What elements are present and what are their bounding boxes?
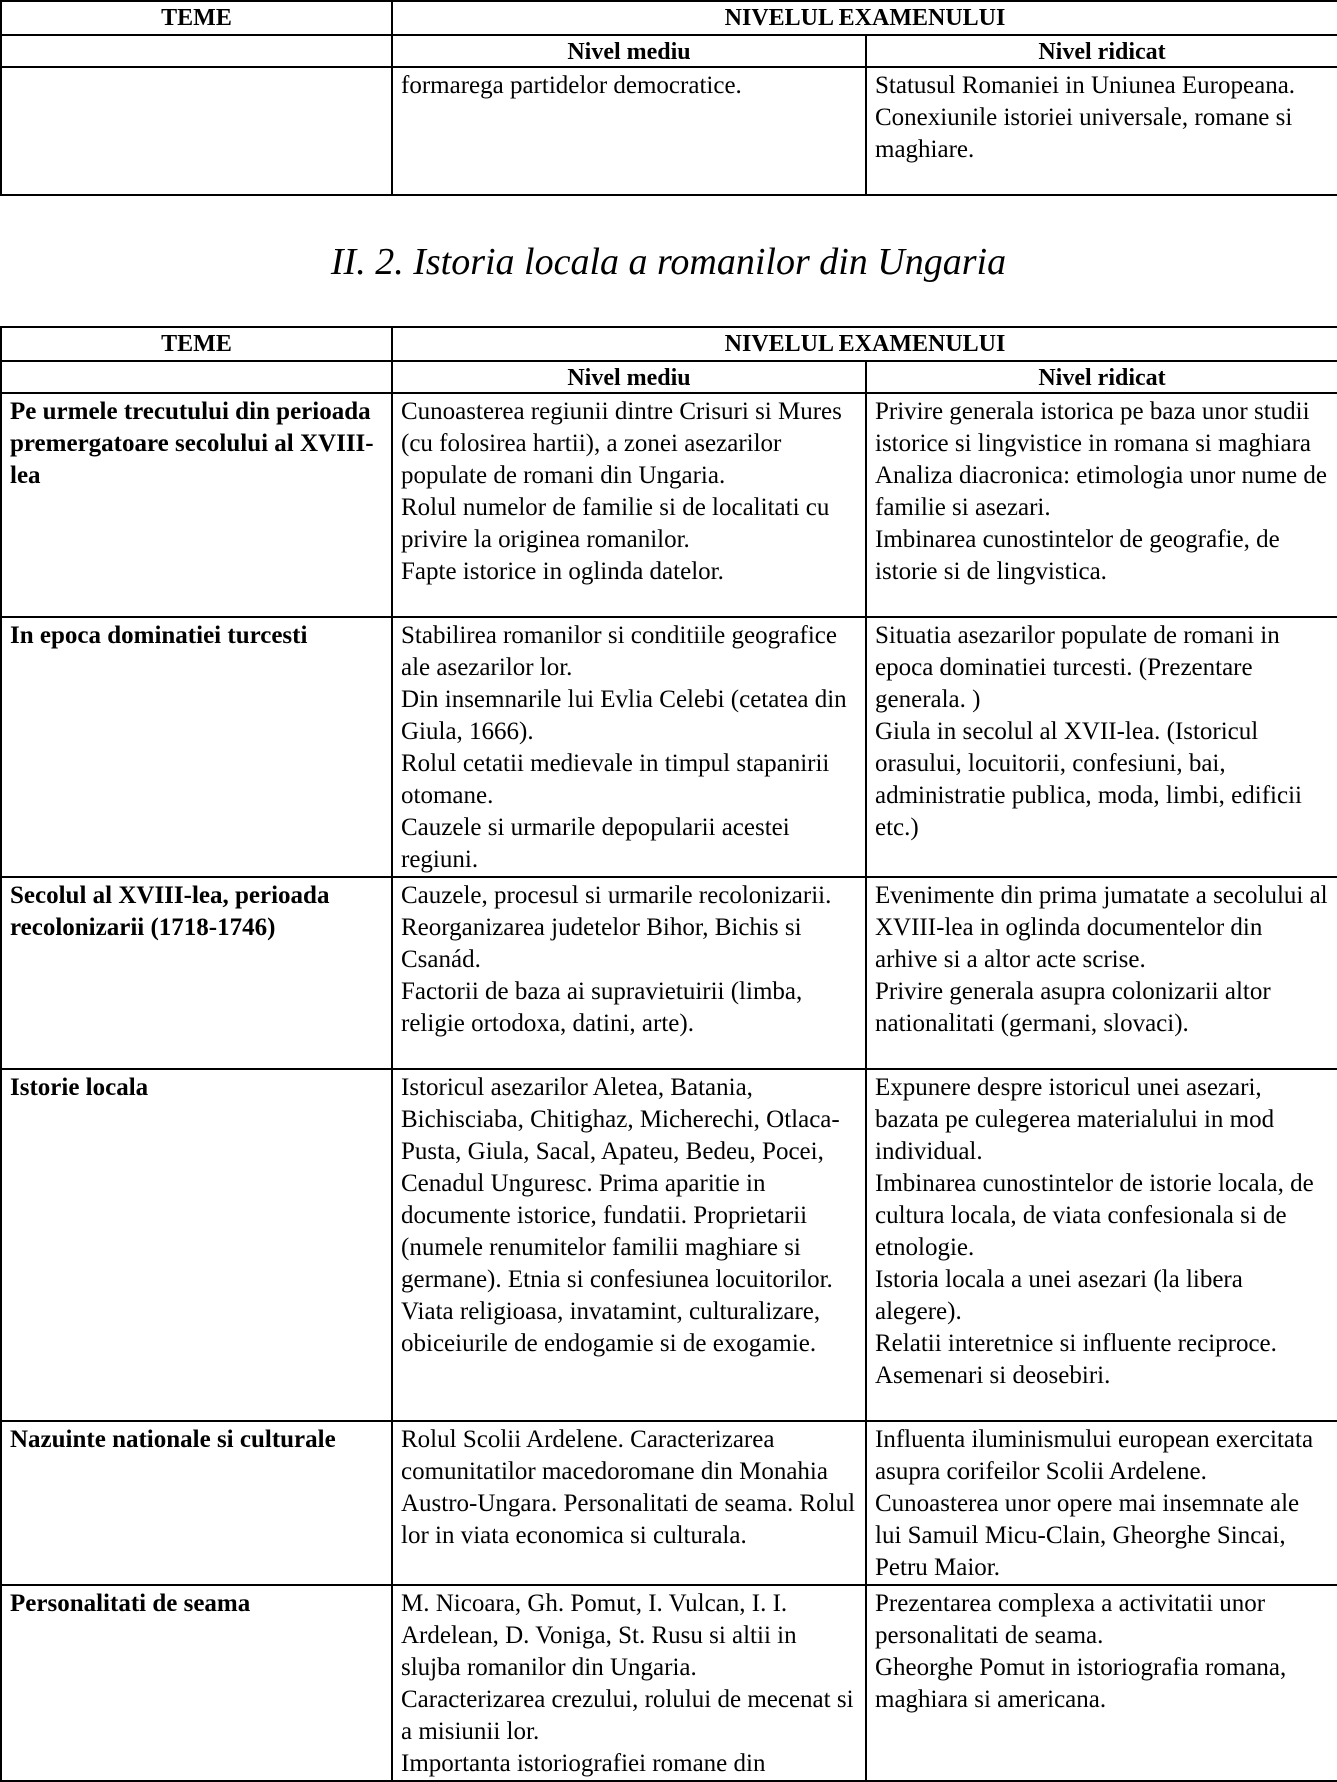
header-nivel-ridicat: Nivel ridicat bbox=[866, 361, 1337, 393]
cell-line: Giula in secolul al XVII-lea. (Istoricul orasului, locuitorii, confesiuni, bai, administratie publica, moda, limbi, edificii etc.) bbox=[875, 718, 1302, 841]
cell-line: formarega partidelor democratice. bbox=[401, 72, 742, 99]
cell-line: Influenta iluminismului european exercitata asupra corifeilor Scolii Ardelene. Cunoasterea unor opere mai insemnate ale lui Samuil Micu-Clain, Gheorghe Sincai, Petru Maior. bbox=[875, 1426, 1314, 1581]
header-teme: TEME bbox=[1, 1, 392, 35]
header-nivel-mediu: Nivel mediu bbox=[392, 361, 866, 393]
table-row-ridicat bbox=[866, 1585, 1337, 1781]
table-row-mediu bbox=[392, 1585, 866, 1781]
cell-line: Conexiunile istoriei universale, romane si maghiare. bbox=[875, 104, 1293, 163]
cell-line: Istoricul asezarilor Aletea, Batania, Bichisciaba, Chitighaz, Micherechi, Otlaca-Pusta, Giula, Sacal, Apateu, Bedeu, Pocei, Cenadul Unguresc. Prima aparitie in documente istorice, fundatii. Proprietarii (numele renumitelor familii maghiare si germane). Etnia si confesiunea locuitorilor. Viata religioasa, invatamint, culturalizare, obiceiurile de endogamie si de exogamie. bbox=[401, 1074, 840, 1357]
table-row-ridicat bbox=[866, 1069, 1337, 1421]
table-row-theme: Secolul al XVIII-lea, perioada recolonizarii (1718-1746) bbox=[1, 877, 392, 1069]
header-nivel-ridicat: Nivel ridicat bbox=[866, 35, 1337, 67]
header-nivel-examenului: NIVELUL EXAMENULUI bbox=[392, 327, 1337, 361]
table-row-ridicat bbox=[866, 1421, 1337, 1585]
cell-line: Privire generala asupra colonizarii altor nationalitati (germani, slovaci). bbox=[875, 978, 1271, 1037]
cell-line: Gheorghe Pomut in istoriografia romana, maghiara si americana. bbox=[875, 1654, 1287, 1713]
table-row-theme: Istorie locala bbox=[1, 1069, 392, 1421]
cell-line: Prezentarea complexa a activitatii unor personalitati de seama. bbox=[875, 1590, 1266, 1649]
cell-line: Privire generala istorica pe baza unor studii istorice si lingvistice in romana si maghiara bbox=[875, 398, 1311, 457]
cell-line: Situatia asezarilor populate de romani in epoca dominatiei turcesti. (Prezentare generala. ) bbox=[875, 622, 1280, 713]
cell-line: Istoria locala a unei asezari (la libera alegere). bbox=[875, 1266, 1243, 1325]
cell-line: Din insemnarile lui Evlia Celebi (cetatea din Giula, 1666). bbox=[401, 686, 847, 745]
table-row-theme: Nazuinte nationale si culturale bbox=[1, 1421, 392, 1585]
table-row bbox=[1, 1585, 1337, 1781]
cell-line: Statusul Romaniei in Uniunea Europeana. bbox=[875, 72, 1296, 99]
cell-line: Imbinarea cunostintelor de istorie locala, de cultura locala, de viata confesionala si de etnologie. bbox=[875, 1170, 1314, 1261]
table-row-theme: In epoca dominatiei turcesti bbox=[1, 617, 392, 877]
cell-line: M. Nicoara, Gh. Pomut, I. Vulcan, I. I. Ardelean, D. Voniga, St. Rusu si altii in slujba romanilor din Ungaria. bbox=[401, 1590, 797, 1681]
cell-line: Relatii interetnice si influente reciproce. Asemenari si deosebiri. bbox=[875, 1330, 1277, 1389]
table-row-mediu bbox=[392, 617, 866, 877]
table-row bbox=[1, 1069, 1337, 1421]
section-title: II. 2. Istoria locala a romanilor din Ungaria bbox=[330, 241, 1007, 283]
header-empty bbox=[1, 35, 392, 67]
cell-line: Caracterizarea crezului, rolului de mecenat si a misiunii lor. bbox=[401, 1686, 854, 1745]
table-row-ridicat bbox=[866, 393, 1337, 617]
curriculum-table-continued bbox=[0, 0, 1337, 196]
table-row-mediu bbox=[392, 877, 866, 1069]
table-row bbox=[1, 1421, 1337, 1585]
cell-line: Rolul Scolii Ardelene. Caracterizarea comunitatilor macedoromane din Monahia Austro-Ungara. Personalitati de seama. Rolul lor in viata economica si culturala. bbox=[401, 1426, 856, 1549]
cell-line: Rolul cetatii medievale in timpul stapanirii otomane. bbox=[401, 750, 830, 809]
cell-line: Stabilirea romanilor si conditiile geografice ale asezarilor lor. bbox=[401, 622, 837, 681]
table-row-mediu bbox=[392, 393, 866, 617]
table-row-theme: Pe urmele trecutului din perioada premergatoare secolului al XVIII-lea bbox=[1, 393, 392, 617]
curriculum-table bbox=[0, 326, 1337, 1782]
cell-line: Cauzele si urmarile depopularii acestei regiuni. bbox=[401, 814, 790, 873]
table-row-mediu bbox=[392, 1421, 866, 1585]
cell-line: Cunoasterea regiunii dintre Crisuri si Mures (cu folosirea hartii), a zonei asezarilor populate de romani din Ungaria. bbox=[401, 398, 842, 489]
cell-line: Fapte istorice in oglinda datelor. bbox=[401, 558, 724, 585]
table-row bbox=[1, 617, 1337, 877]
table-row bbox=[1, 877, 1337, 1069]
cell-line: Evenimente din prima jumatate a secolului al XVIII-lea in oglinda documentelor din arhive si a altor acte scrise. bbox=[875, 882, 1328, 973]
table-row-mediu bbox=[392, 1069, 866, 1421]
cell-line: Rolul numelor de familie si de localitati cu privire la originea romanilor. bbox=[401, 494, 830, 553]
table-row bbox=[1, 393, 1337, 617]
table-row-mediu bbox=[392, 67, 866, 195]
table-row-ridicat bbox=[866, 877, 1337, 1069]
header-nivel-mediu: Nivel mediu bbox=[392, 35, 866, 67]
cell-line: Importanta istoriografiei romane din bbox=[401, 1750, 766, 1777]
table-row-theme: Personalitati de seama bbox=[1, 1585, 392, 1781]
header-empty bbox=[1, 361, 392, 393]
table-row-ridicat bbox=[866, 617, 1337, 877]
cell-line: Analiza diacronica: etimologia unor nume de familie si asezari. bbox=[875, 462, 1327, 521]
header-teme: TEME bbox=[1, 327, 392, 361]
header-nivel-examenului: NIVELUL EXAMENULUI bbox=[392, 1, 1337, 35]
cell-line: Cauzele, procesul si urmarile recolonizarii. Reorganizarea judetelor Bihor, Bichis si Csanád. bbox=[401, 882, 832, 973]
cell-line: Imbinarea cunostintelor de geografie, de istorie si de lingvistica. bbox=[875, 526, 1280, 585]
table-row-ridicat bbox=[866, 67, 1337, 195]
cell-line: Factorii de baza ai supravietuirii (limba, religie ortodoxa, datini, arte). bbox=[401, 978, 803, 1037]
table-row-theme bbox=[1, 67, 392, 195]
cell-line: Expunere despre istoricul unei asezari, bazata pe culegerea materialului in mod individual. bbox=[875, 1074, 1275, 1165]
